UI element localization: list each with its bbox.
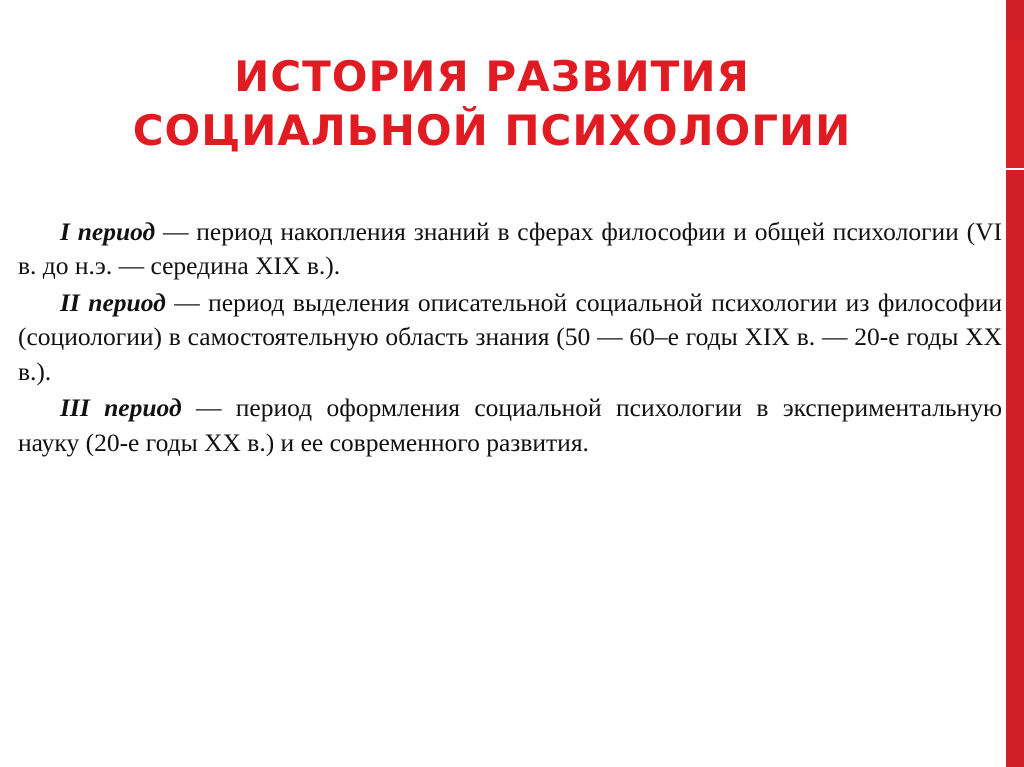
period-paragraph-3 xyxy=(18,391,1002,460)
slide-title-line-1: ИСТОРИЯ РАЗВИТИЯ xyxy=(234,52,750,101)
period-paragraph-2 xyxy=(18,286,1002,389)
right-edge-bar-lower xyxy=(1006,170,1024,767)
period-text-2: период выделения описательной социальной психологии из философии (социологии) в самостоятельную область знания (50 — 60–е годы XIX в. — 20-е годы XX в.). xyxy=(18,287,1002,386)
period-paragraph-1 xyxy=(18,215,1002,284)
period-label-2: II период xyxy=(60,287,166,317)
period-label-3: III период xyxy=(60,393,182,423)
period-label-1: I период xyxy=(60,217,156,246)
slide-title-line-2: СОЦИАЛЬНОЙ ПСИХОЛОГИИ xyxy=(132,105,852,155)
slide-body xyxy=(18,215,1002,462)
period-dash-1: — xyxy=(155,217,197,246)
slide-title xyxy=(0,50,984,158)
period-dash-3: — xyxy=(181,393,236,423)
period-text-1: период накопления знаний в сферах философии и общей психологии (VI в. до н.э. — середина XIX в.). xyxy=(18,217,1003,281)
right-edge-bar-middle xyxy=(1006,40,1024,170)
right-edge-bar-top xyxy=(1006,0,1024,40)
period-text-3: период оформления социальной психологии в экспериментальную науку (20-е годы XX в.) и ее современного развития. xyxy=(18,393,1002,457)
period-dash-2: — xyxy=(165,287,209,317)
